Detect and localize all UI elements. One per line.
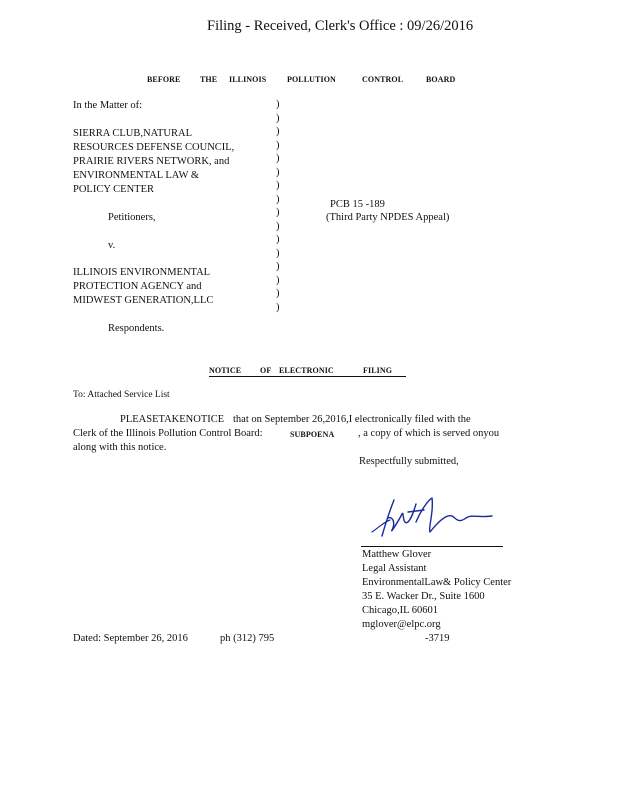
notice-title-word: FILING bbox=[363, 366, 393, 375]
heading-word: ILLINOIS bbox=[229, 75, 267, 84]
case-type: (Third Party NPDES Appeal) bbox=[326, 212, 450, 223]
notice-title-word: ELECTRONIC bbox=[279, 366, 334, 375]
heading-word: POLLUTION bbox=[287, 75, 336, 84]
notice-body-line1: that on September 26,2016,I electronically filed with the bbox=[233, 414, 471, 425]
caption-paren: ) bbox=[276, 193, 280, 205]
petitioner-line: ENVIRONMENTAL LAW & bbox=[73, 170, 200, 181]
caption-paren: ) bbox=[276, 139, 280, 151]
caption-paren: ) bbox=[276, 220, 280, 232]
caption-paren: ) bbox=[276, 301, 280, 313]
petitioners-label: Petitioners, bbox=[108, 212, 156, 223]
petitioner-line: RESOURCES DEFENSE COUNCIL, bbox=[73, 142, 235, 153]
caption-paren: ) bbox=[276, 180, 280, 191]
caption-paren: ) bbox=[276, 207, 280, 218]
heading-word: THE bbox=[200, 75, 218, 84]
petitioner-line: SIERRA CLUB,NATURAL bbox=[73, 128, 193, 139]
document-type: SUBPOENA bbox=[290, 430, 335, 439]
signer-email: mglover@elpc.org bbox=[362, 619, 441, 630]
respondent-line: MIDWEST GENERATION,LLC bbox=[73, 295, 214, 306]
caption-paren: ) bbox=[276, 234, 280, 245]
respondent-line: PROTECTION AGENCY and bbox=[73, 281, 202, 292]
respondent-line: ILLINOIS ENVIRONMENTAL bbox=[73, 267, 211, 278]
signer-city: Chicago,IL 60601 bbox=[362, 605, 439, 616]
notice-body-line2-end: , a copy of which is served onyou bbox=[358, 428, 500, 439]
dated-line: Dated: September 26, 2016 bbox=[73, 633, 188, 644]
heading-word: BEFORE bbox=[147, 75, 181, 84]
signer-title: Legal Assistant bbox=[362, 563, 427, 574]
case-number: PCB 15 -189 bbox=[330, 199, 385, 210]
filing-header: Filing - Received, Clerk's Office : 09/26/2016 bbox=[207, 18, 474, 34]
phone-number: ph (312) 795 bbox=[220, 633, 275, 644]
heading-word: CONTROL bbox=[362, 75, 404, 84]
to-line: To: Attached Service List bbox=[73, 390, 170, 400]
notice-body-line2: Clerk of the Illinois Pollution Control Board: bbox=[73, 428, 263, 439]
closing-line: Respectfully submitted, bbox=[359, 456, 459, 467]
caption-paren: ) bbox=[276, 126, 280, 137]
caption-paren: ) bbox=[276, 274, 280, 286]
caption-paren: ) bbox=[276, 99, 280, 110]
signature-line bbox=[361, 546, 503, 547]
notice-body-line3: along with this notice. bbox=[73, 442, 167, 453]
caption-paren: ) bbox=[276, 288, 280, 299]
notice-title-underline bbox=[209, 376, 406, 377]
notice-title-word: NOTICE bbox=[209, 366, 242, 375]
handwritten-signature bbox=[368, 492, 504, 544]
caption-paren: ) bbox=[276, 247, 280, 259]
signer-organization: EnvironmentalLaw& Policy Center bbox=[362, 577, 512, 588]
matter-label: In the Matter of: bbox=[73, 100, 143, 111]
notice-body-lead: PLEASETAKENOTICE bbox=[120, 414, 225, 425]
respondents-label: Respondents. bbox=[108, 323, 165, 334]
caption-paren: ) bbox=[276, 153, 280, 164]
caption-paren: ) bbox=[276, 261, 280, 272]
signer-name: Matthew Glover bbox=[362, 549, 432, 560]
caption-paren: ) bbox=[276, 112, 280, 124]
heading-word: BOARD bbox=[426, 75, 456, 84]
petitioner-line: PRAIRIE RIVERS NETWORK, and bbox=[73, 156, 230, 167]
notice-title-word: OF bbox=[260, 366, 272, 375]
signer-phone-tail: -3719 bbox=[425, 633, 450, 644]
versus-label: v. bbox=[108, 240, 116, 251]
petitioner-line: POLICY CENTER bbox=[73, 184, 154, 195]
caption-paren: ) bbox=[276, 166, 280, 178]
signer-street: 35 E. Wacker Dr., Suite 1600 bbox=[362, 591, 485, 602]
